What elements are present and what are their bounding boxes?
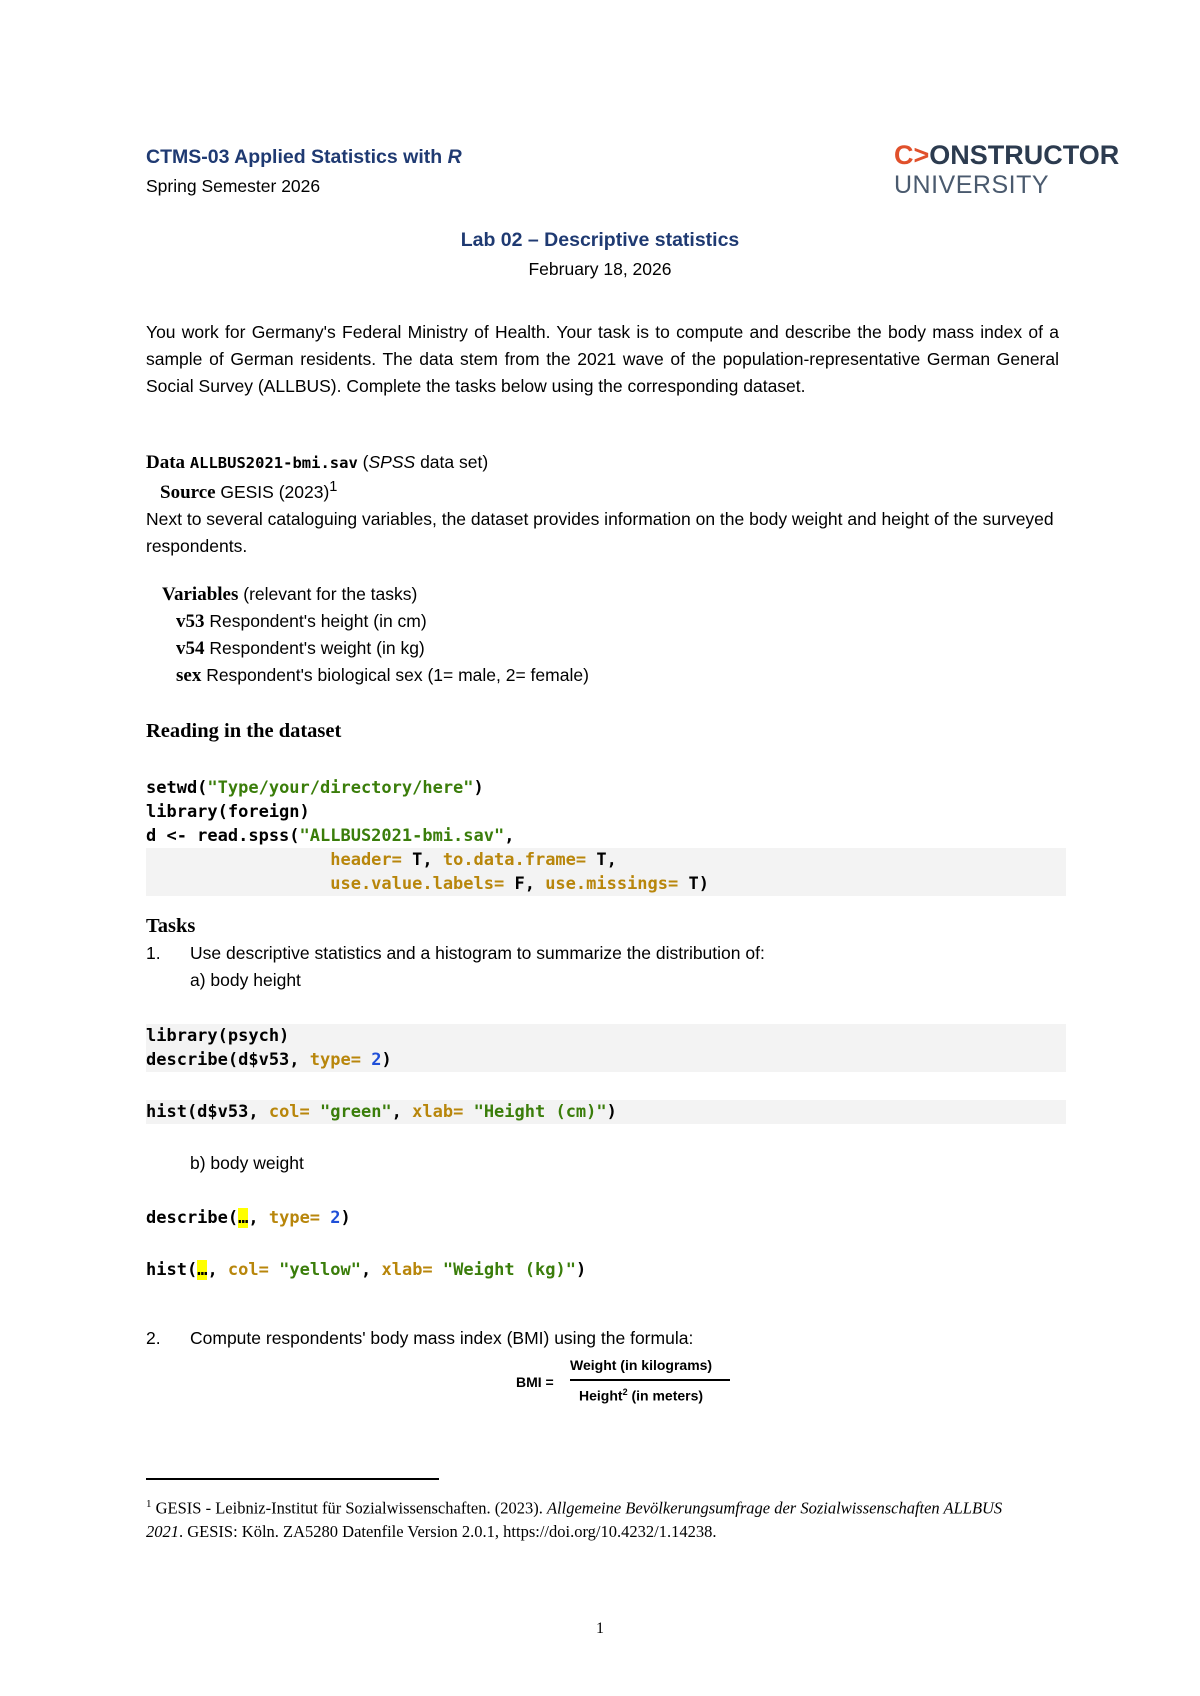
code-text: ): [381, 1050, 392, 1070]
code-text: F,: [514, 874, 546, 894]
code-arg: header=: [330, 850, 413, 870]
reading-heading: Reading in the dataset: [146, 720, 342, 742]
code-arg: use.value.labels=: [330, 874, 515, 894]
code-text: ,: [248, 1208, 269, 1228]
logo-accent: C>: [894, 140, 930, 170]
code-text: library(foreign): [146, 802, 310, 822]
intro-paragraph: You work for Germany's Federal Ministry of Health. Your task is to compute and describe the body mass index of a sample of German residents. The data stem from the 2021 wave of the population-representative German General Social Survey (ALLBUS). Complete the tasks below using the corresponding dataset.: [146, 322, 1059, 396]
code-line: [146, 800, 1066, 824]
code-line: [146, 872, 1066, 896]
logo-wordmark: [894, 140, 1119, 171]
code-string: "yellow": [279, 1260, 361, 1280]
read-code-block: [146, 776, 1066, 896]
code-indent: [146, 850, 330, 870]
formula-lhs: BMI =: [516, 1374, 554, 1390]
variable-name: v54: [176, 638, 205, 659]
task-1a: a) body height: [190, 970, 301, 990]
code-text: d <- read.spss(: [146, 826, 300, 846]
code-line: [146, 776, 1066, 800]
code-arg: xlab=: [412, 1102, 474, 1122]
variable-name: sex: [176, 665, 202, 686]
task-number: 1.: [146, 943, 161, 963]
code-arg: xlab=: [381, 1260, 443, 1280]
task-text: Use descriptive statistics and a histogram to summarize the distribution of:: [190, 943, 765, 963]
task-2: [146, 1328, 693, 1349]
task-1: [146, 943, 765, 964]
code-text: ,: [207, 1260, 228, 1280]
data-line: [146, 452, 488, 474]
formula-denominator: [579, 1387, 703, 1404]
code-text: ): [340, 1208, 351, 1228]
code-text: ): [575, 1260, 587, 1280]
variable-item: [176, 638, 425, 660]
variable-desc: Respondent's biological sex (1= male, 2= female): [201, 665, 589, 685]
code-text: hist(: [146, 1260, 198, 1280]
code-number: 2: [330, 1208, 341, 1228]
code-arg: col=: [268, 1102, 321, 1122]
code-text: hist(d$v53,: [146, 1102, 269, 1122]
footnote-separator: [146, 1478, 439, 1480]
code-blank-placeholder: …: [197, 1260, 208, 1280]
variables-line: [162, 584, 417, 606]
code-string: "Weight (kg)": [442, 1260, 576, 1280]
code-line: [146, 1048, 1066, 1072]
footnote-ref: 1: [329, 479, 338, 495]
variable-item: [176, 611, 427, 633]
constructor-university-logo: [894, 140, 1120, 200]
footnote-text: GESIS - Leibniz-Institut für Sozialwissenschaften. (2023).: [151, 1498, 547, 1518]
code-line: [146, 1024, 1066, 1048]
course-title-r: R: [447, 146, 462, 168]
code-arg: type=: [309, 1050, 372, 1070]
task-number: 2.: [146, 1328, 161, 1348]
code-blank-placeholder: …: [238, 1208, 249, 1228]
page-number: 1: [596, 1620, 604, 1637]
code-text: ,: [504, 826, 515, 846]
task-1b: b) body weight: [190, 1153, 304, 1173]
formula-numerator: Weight (in kilograms): [570, 1357, 713, 1373]
variable-desc: Respondent's weight (in kg): [204, 638, 425, 658]
lab-title: Lab 02 – Descriptive statistics: [460, 229, 740, 251]
semester: Spring Semester 2026: [146, 176, 321, 196]
denominator-exponent: 2: [622, 1387, 628, 1397]
fraction-bar: [570, 1379, 730, 1381]
tasks-heading: Tasks: [146, 915, 196, 937]
code-arg: use.missings=: [545, 874, 689, 894]
course-title-text: CTMS-03 Applied Statistics with: [146, 146, 448, 168]
code-text: ): [473, 778, 484, 798]
code-arg: type=: [268, 1208, 331, 1228]
footnote: [146, 1493, 1006, 1543]
logo-subtitle: UNIVERSITY: [894, 171, 1050, 199]
code-string: "green": [320, 1102, 392, 1122]
code-indent: [146, 874, 330, 894]
code-line: [146, 824, 1066, 848]
bmi-formula: [516, 1354, 736, 1414]
code-text: T): [688, 874, 709, 894]
code-string: "Type/your/directory/here": [207, 778, 474, 798]
code-text: setwd(: [146, 778, 208, 798]
code-text: library(psych): [146, 1026, 290, 1046]
data-file-name: ALLBUS2021-bmi.sav: [189, 454, 358, 472]
dataset-description: Next to several cataloguing variables, the dataset provides information on the body weight and height of the surveyed respondents.: [146, 509, 1054, 556]
code-arg: to.data.frame=: [442, 850, 597, 870]
source-value: GESIS (2023): [220, 481, 330, 502]
code-line: [146, 848, 1066, 872]
code-arg: col=: [227, 1260, 280, 1280]
code-text: ,: [361, 1260, 382, 1280]
variable-name: v53: [176, 611, 205, 632]
describe-code-block: [146, 1024, 1066, 1072]
data-type-rest: data set): [415, 452, 489, 472]
logo-word: ONSTRUCTOR: [929, 140, 1120, 170]
code-text: describe(: [146, 1208, 239, 1228]
code-number: 2: [371, 1050, 382, 1070]
denominator-text: Height: [579, 1387, 623, 1404]
variable-desc: Respondent's height (in cm): [204, 611, 427, 631]
hist-weight-code: [146, 1258, 586, 1282]
footnote-mark: 1: [146, 1498, 152, 1510]
variables-label: Variables: [162, 584, 239, 605]
denominator-unit: (in meters): [627, 1387, 704, 1404]
footnote-citation: . GESIS: Köln. ZA5280 Datenfile Version 2.0.1, https://doi.org/10.4232/1.14238.: [179, 1521, 717, 1541]
task-text: Compute respondents' body mass index (BMI) using the formula:: [190, 1328, 694, 1348]
source-line: [160, 479, 337, 504]
variable-item: [176, 665, 589, 687]
variables-note: (relevant for the tasks): [238, 584, 418, 604]
code-text: T,: [596, 850, 617, 870]
code-string: "ALLBUS2021-bmi.sav": [299, 826, 505, 846]
source-label: Source: [160, 481, 221, 503]
lab-date: February 18, 2026: [528, 259, 672, 279]
data-paren: (: [357, 452, 369, 472]
data-type: SPSS: [368, 452, 416, 472]
hist-height-code: [146, 1100, 1066, 1124]
code-text: ,: [391, 1102, 413, 1122]
code-text: ): [606, 1102, 617, 1122]
code-text: describe(d$v53,: [146, 1050, 310, 1070]
code-string: "Height (cm)": [473, 1102, 607, 1122]
course-title: [146, 146, 462, 169]
data-label: Data: [146, 452, 190, 473]
footnote-title: Allgemeine Bevölkerungsumfrage der Sozialwissenschaften ALLBUS 2021: [146, 1498, 1003, 1541]
describe-weight-code: [146, 1206, 351, 1230]
code-text: T,: [412, 850, 443, 870]
